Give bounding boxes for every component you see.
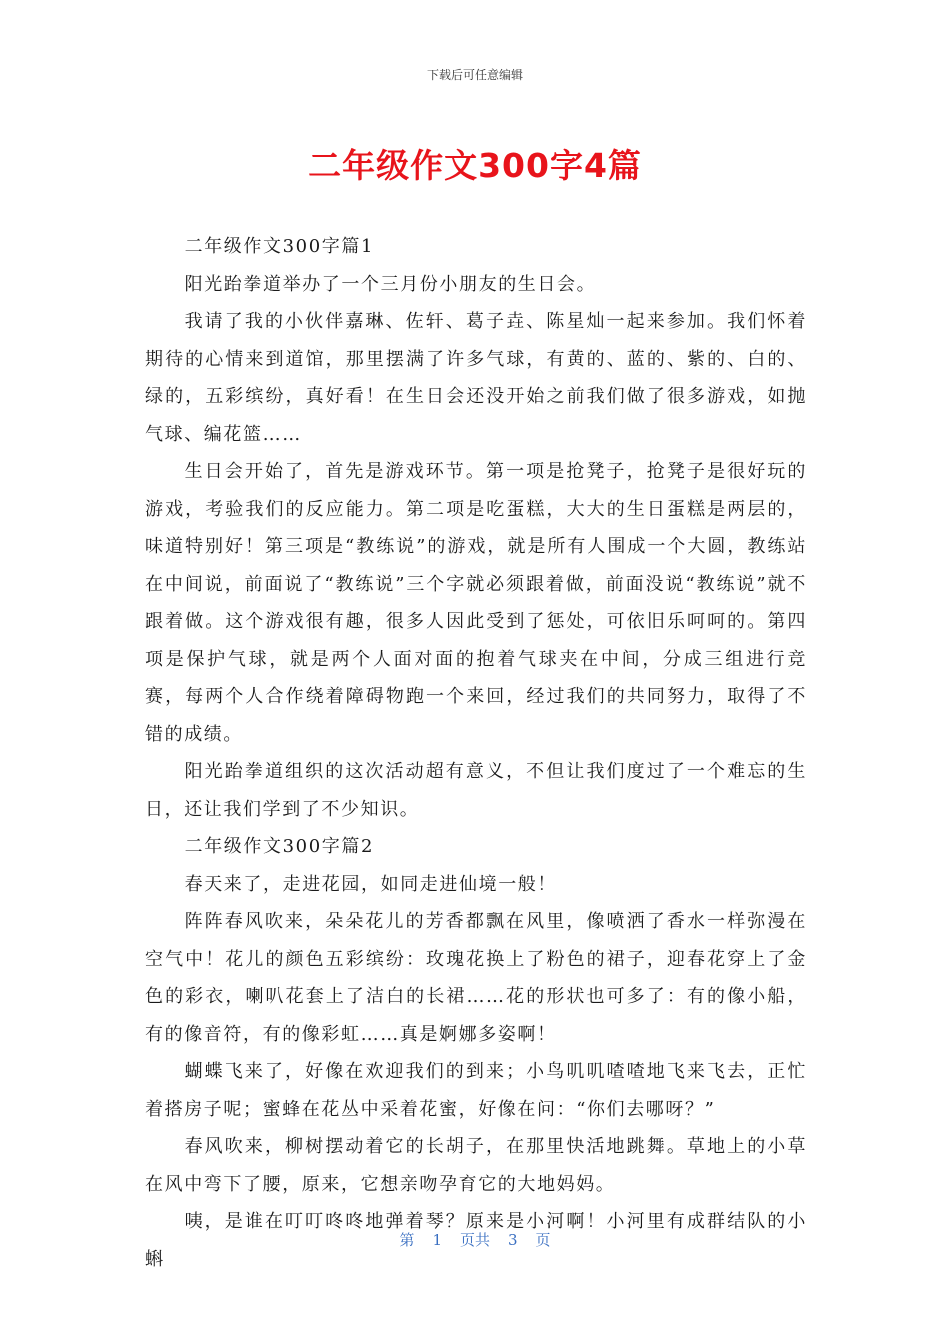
header-note: 下载后可任意编辑 [426,68,523,82]
paragraph: 春风吹来，柳树摆动着它的长胡子，在那里快活地跳舞。草地上的小草在风中弯下了腰，原来，它想亲吻孕育它的大地妈妈。 [145,1136,807,1195]
section-heading-2: 二年级作文300字篇2 [184,836,375,857]
paragraph: 阵阵春风吹来，朵朵花儿的芳香都飘在风里，像喷洒了香水一样弥漫在空气中！花儿的颜色五彩缤纷：玫瑰花换上了粉色的裙子，迎春花穿上了金色的彩衣，喇叭花套上了洁白的长裙……花的形状也可多了：有的像小船，有的像音符，有的像彩虹……真是婀娜多姿啊！ [145,911,807,1045]
document-body [145,228,807,1278]
footer-suffix: 页 [535,1231,551,1249]
page-number: 1 [432,1231,442,1249]
footer-prefix: 第 [399,1231,415,1249]
paragraph: 阳光跆拳道组织的这次活动超有意义，不但让我们度过了一个难忘的生日，还让我们学到了不少知识。 [145,761,807,820]
paragraph: 生日会开始了，首先是游戏环节。第一项是抢凳子，抢凳子是很好玩的游戏，考验我们的反应能力。第二项是吃蛋糕，大大的生日蛋糕是两层的，味道特别好！第三项是“教练说”的游戏，就是所有人围成一个大圆，教练站在中间说，前面说了“教练说”三个字就必须跟着做，前面没说“教练说”就不跟着做。这个游戏很有趣，很多人因此受到了惩处，可依旧乐呵呵的。第四项是保护气球，就是两个人面对面的抱着气球夹在中间，分成三组进行竞赛，每两个人合作绕着障碍物跑一个来回，经过我们的共同努力，取得了不错的成绩。 [145,461,807,745]
paragraph: 我请了我的小伙伴嘉琳、佐轩、葛子垚、陈星灿一起来参加。我们怀着期待的心情来到道馆，那里摆满了许多气球，有黄的、蓝的、紫的、白的、绿的，五彩缤纷，真好看！在生日会还没开始之前我们做了很多游戏，如抛气球、编花篮…… [145,311,807,445]
paragraph: 阳光跆拳道举办了一个三月份小朋友的生日会。 [184,273,597,295]
page-footer [0,1229,950,1250]
document-title: 二年级作文300字4篇 [308,146,642,185]
footer-middle: 页共 [459,1231,490,1249]
page-total: 3 [508,1231,518,1249]
paragraph: 春天来了，走进花园，如同走进仙境一般！ [184,873,557,895]
section-heading-1: 二年级作文300字篇1 [184,236,375,257]
paragraph: 咦，是谁在叮叮咚咚地弹着琴？原来是小河啊！小河里有成群结队的小蝌 [145,1211,807,1270]
paragraph: 蝴蝶飞来了，好像在欢迎我们的到来；小鸟叽叽喳喳地飞来飞去，正忙着搭房子呢；蜜蜂在花丛中采着花蜜，好像在问：“你们去哪呀？” [145,1061,807,1120]
